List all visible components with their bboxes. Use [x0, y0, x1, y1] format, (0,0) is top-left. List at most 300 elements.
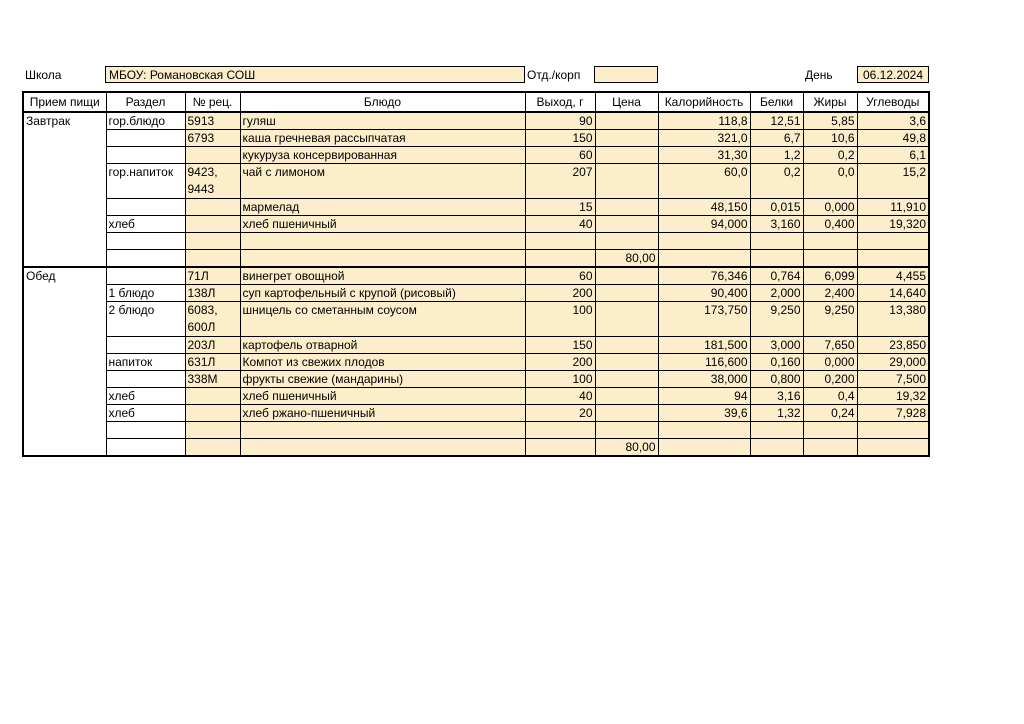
- dish-cell[interactable]: [240, 371, 525, 388]
- dish-cell[interactable]: [240, 250, 525, 268]
- protein-value: 3,16: [777, 389, 801, 403]
- protein-cell[interactable]: [750, 337, 803, 354]
- fat-cell[interactable]: [803, 250, 857, 268]
- dish-cell[interactable]: [240, 112, 525, 130]
- table-row: [23, 267, 929, 285]
- section-value: 2 блюдо: [108, 303, 155, 317]
- yield-value: 200: [572, 355, 593, 369]
- protein-cell[interactable]: [750, 388, 803, 405]
- carbs-cell[interactable]: [857, 405, 929, 422]
- protein-value: 6,7: [783, 131, 801, 145]
- section-cell[interactable]: [106, 371, 185, 388]
- recipe-value: 203Л: [187, 338, 216, 352]
- column-header: Жиры: [803, 92, 857, 112]
- protein-cell[interactable]: [750, 164, 803, 199]
- fat-value: 0,4: [837, 389, 855, 403]
- section-cell[interactable]: [106, 147, 185, 164]
- yield-value: 100: [572, 303, 593, 317]
- carbs-cell[interactable]: [857, 112, 929, 130]
- column-header: Цена: [595, 92, 658, 112]
- recipe-cell[interactable]: [185, 164, 240, 199]
- table-row: [23, 216, 929, 233]
- carbs-cell[interactable]: [857, 354, 929, 371]
- yield-value: 40: [579, 217, 593, 231]
- carbs-cell[interactable]: [857, 147, 929, 164]
- dish-value: винегрет овощной: [242, 269, 345, 283]
- cal-cell[interactable]: [658, 233, 750, 250]
- carbs-value: 11,910: [890, 200, 926, 214]
- table-row: [23, 302, 929, 337]
- protein-value: 3,000: [770, 338, 801, 352]
- recipe-cell[interactable]: [185, 422, 240, 439]
- yield-value: 200: [572, 286, 593, 300]
- recipe-value: 5913: [187, 114, 215, 128]
- carbs-cell[interactable]: [857, 164, 929, 199]
- cal-cell[interactable]: [658, 250, 750, 268]
- fat-cell[interactable]: [803, 233, 857, 250]
- dish-cell[interactable]: [240, 388, 525, 405]
- recipe-cell[interactable]: [185, 250, 240, 268]
- fat-value: 0,0: [837, 165, 855, 179]
- cal-cell[interactable]: [658, 422, 750, 439]
- price-cell[interactable]: [595, 354, 658, 371]
- protein-cell[interactable]: [750, 405, 803, 422]
- yield-cell[interactable]: [525, 250, 595, 268]
- table-row: [23, 164, 929, 199]
- cal-value: 181,500: [704, 338, 748, 352]
- section-value: хлеб: [108, 406, 135, 420]
- fat-value: 0,000: [824, 355, 855, 369]
- dept-field[interactable]: [594, 66, 658, 83]
- section-value: 1 блюдо: [108, 286, 155, 300]
- carbs-value: 49,8: [902, 131, 926, 145]
- yield-cell[interactable]: [525, 112, 595, 130]
- yield-cell[interactable]: [525, 371, 595, 388]
- fat-value: 2,400: [824, 286, 855, 300]
- fat-value: 6,099: [824, 269, 855, 283]
- fat-value: 0,000: [824, 200, 855, 214]
- column-header: Блюдо: [240, 92, 525, 112]
- yield-cell[interactable]: [525, 267, 595, 285]
- yield-cell[interactable]: [525, 164, 595, 199]
- price-cell[interactable]: [595, 250, 658, 268]
- section-cell[interactable]: [106, 216, 185, 233]
- table-row: [23, 439, 929, 457]
- section-cell[interactable]: [106, 405, 185, 422]
- yield-value: 150: [572, 131, 593, 145]
- yield-cell[interactable]: [525, 405, 595, 422]
- cal-cell[interactable]: [658, 199, 750, 216]
- carbs-value: 19,32: [895, 389, 926, 403]
- cal-cell[interactable]: [658, 405, 750, 422]
- yield-cell[interactable]: [525, 285, 595, 302]
- price-cell[interactable]: [595, 302, 658, 337]
- dish-cell[interactable]: [240, 147, 525, 164]
- recipe-cell[interactable]: [185, 267, 240, 285]
- section-cell[interactable]: [106, 302, 185, 337]
- dish-value: каша гречневая рассыпчатая: [242, 131, 406, 145]
- fat-cell[interactable]: [803, 130, 857, 147]
- dish-cell[interactable]: [240, 285, 525, 302]
- carbs-cell[interactable]: [857, 130, 929, 147]
- cal-value: 60,0: [724, 165, 748, 179]
- protein-cell[interactable]: [750, 267, 803, 285]
- column-header: Выход, г: [525, 92, 595, 112]
- dish-value: хлеб ржано-пшеничный: [242, 406, 376, 420]
- section-cell[interactable]: [106, 233, 185, 250]
- recipe-cell[interactable]: [185, 388, 240, 405]
- cal-value: 118,8: [718, 114, 748, 128]
- protein-value: 12,51: [770, 114, 801, 128]
- column-header: Калорийность: [658, 92, 750, 112]
- dish-value: гуляш: [242, 114, 276, 128]
- dish-cell[interactable]: [240, 164, 525, 199]
- fat-cell[interactable]: [803, 164, 857, 199]
- price-cell[interactable]: [595, 285, 658, 302]
- fat-cell[interactable]: [803, 371, 857, 388]
- price-cell[interactable]: [595, 371, 658, 388]
- recipe-cell[interactable]: [185, 147, 240, 164]
- fat-cell[interactable]: [803, 302, 857, 337]
- yield-value: 60: [579, 269, 593, 283]
- recipe-value: 338М: [187, 372, 218, 386]
- cal-cell[interactable]: [658, 164, 750, 199]
- recipe-cell[interactable]: [185, 302, 240, 337]
- section-value: гор.блюдо: [108, 114, 166, 128]
- cal-value: 39,6: [724, 406, 748, 420]
- recipe-cell[interactable]: [185, 112, 240, 130]
- protein-cell[interactable]: [750, 422, 803, 439]
- fat-cell[interactable]: [803, 337, 857, 354]
- cal-value: 321,0: [717, 131, 748, 145]
- cal-cell[interactable]: [658, 130, 750, 147]
- cal-value: 31,30: [717, 148, 748, 162]
- fat-cell[interactable]: [803, 112, 857, 130]
- protein-value: 3,160: [770, 217, 801, 231]
- cal-cell[interactable]: [658, 388, 750, 405]
- cal-value: 94: [734, 389, 748, 403]
- fat-value: 10,6: [831, 131, 855, 145]
- protein-value: 2,000: [770, 286, 801, 300]
- price-cell[interactable]: [595, 130, 658, 147]
- carbs-value: 23,850: [889, 338, 926, 352]
- cal-cell[interactable]: [658, 354, 750, 371]
- dish-cell[interactable]: [240, 422, 525, 439]
- yield-cell[interactable]: [525, 388, 595, 405]
- section-cell[interactable]: [106, 388, 185, 405]
- carbs-cell[interactable]: [857, 388, 929, 405]
- protein-cell[interactable]: [750, 112, 803, 130]
- carbs-value: 14,640: [889, 286, 926, 300]
- price-cell[interactable]: [595, 337, 658, 354]
- header-row: [23, 92, 929, 112]
- column-header: Углеводы: [857, 92, 929, 112]
- dish-cell[interactable]: [240, 337, 525, 354]
- fat-value: 0,400: [824, 217, 855, 231]
- cal-cell[interactable]: [658, 147, 750, 164]
- fat-value: 7,650: [824, 338, 855, 352]
- section-cell[interactable]: [106, 130, 185, 147]
- protein-cell[interactable]: [750, 233, 803, 250]
- carbs-cell[interactable]: [857, 302, 929, 337]
- price-cell[interactable]: [595, 112, 658, 130]
- fat-cell[interactable]: [803, 354, 857, 371]
- carbs-cell[interactable]: [857, 199, 929, 216]
- yield-cell[interactable]: [525, 337, 595, 354]
- section-cell[interactable]: [106, 285, 185, 302]
- section-value: хлеб: [108, 217, 135, 231]
- price-cell[interactable]: [595, 164, 658, 199]
- dish-cell[interactable]: [240, 439, 525, 457]
- section-cell[interactable]: [106, 112, 185, 130]
- protein-cell[interactable]: [750, 199, 803, 216]
- fat-cell[interactable]: [803, 267, 857, 285]
- cal-cell[interactable]: [658, 439, 750, 457]
- carbs-cell[interactable]: [857, 250, 929, 268]
- cal-value: 38,000: [710, 372, 748, 386]
- recipe-cell[interactable]: [185, 130, 240, 147]
- column-header: Белки: [750, 92, 803, 112]
- recipe-cell[interactable]: [185, 371, 240, 388]
- column-header: Раздел: [106, 92, 185, 112]
- meal-cell: Завтрак: [23, 112, 106, 267]
- protein-cell[interactable]: [750, 250, 803, 268]
- dish-value: хлеб пшеничный: [242, 389, 337, 403]
- table-row: [23, 250, 929, 268]
- price-value: 80,00: [625, 251, 656, 265]
- carbs-value: 15,2: [902, 165, 926, 179]
- dish-cell[interactable]: [240, 354, 525, 371]
- yield-cell[interactable]: [525, 422, 595, 439]
- fat-value: 0,2: [837, 148, 855, 162]
- fat-cell[interactable]: [803, 405, 857, 422]
- school-field[interactable]: МБОУ: Романовская СОШ: [105, 66, 525, 83]
- cal-cell[interactable]: [658, 267, 750, 285]
- price-cell[interactable]: [595, 388, 658, 405]
- dish-cell[interactable]: [240, 233, 525, 250]
- price-cell[interactable]: [595, 439, 658, 457]
- table-row: [23, 199, 929, 216]
- fat-cell[interactable]: [803, 199, 857, 216]
- dish-cell[interactable]: [240, 405, 525, 422]
- cal-value: 90,400: [710, 286, 748, 300]
- fat-value: 0,24: [831, 406, 855, 420]
- protein-cell[interactable]: [750, 439, 803, 457]
- recipe-cell[interactable]: [185, 285, 240, 302]
- cal-cell[interactable]: [658, 302, 750, 337]
- dish-value: мармелад: [242, 200, 300, 214]
- price-cell[interactable]: [595, 199, 658, 216]
- section-cell[interactable]: [106, 250, 185, 268]
- protein-cell[interactable]: [750, 371, 803, 388]
- protein-value: 1,2: [783, 148, 801, 162]
- dish-value: картофель отварной: [242, 338, 358, 352]
- fat-cell[interactable]: [803, 285, 857, 302]
- cal-cell[interactable]: [658, 216, 750, 233]
- yield-value: 150: [572, 338, 593, 352]
- day-label: День: [805, 68, 833, 82]
- protein-cell[interactable]: [750, 216, 803, 233]
- protein-cell[interactable]: [750, 147, 803, 164]
- dish-value: кукуруза консервированная: [242, 148, 397, 162]
- carbs-cell[interactable]: [857, 422, 929, 439]
- fat-cell[interactable]: [803, 147, 857, 164]
- recipe-cell[interactable]: [185, 405, 240, 422]
- recipe-cell[interactable]: [185, 233, 240, 250]
- protein-value: 0,764: [770, 269, 801, 283]
- table-row: [23, 354, 929, 371]
- carbs-cell[interactable]: [857, 285, 929, 302]
- carbs-cell[interactable]: [857, 216, 929, 233]
- price-cell[interactable]: [595, 267, 658, 285]
- fat-cell[interactable]: [803, 388, 857, 405]
- column-header: № рец.: [185, 92, 240, 112]
- cal-value: 48,150: [710, 200, 748, 214]
- protein-value: 0,2: [783, 165, 801, 179]
- cal-value: 116,600: [705, 355, 748, 369]
- table-row: [23, 130, 929, 147]
- table-row: [23, 371, 929, 388]
- recipe-value: 6083, 600Л: [187, 303, 218, 334]
- section-cell[interactable]: [106, 422, 185, 439]
- protein-cell[interactable]: [750, 354, 803, 371]
- price-cell[interactable]: [595, 147, 658, 164]
- section-cell[interactable]: [106, 267, 185, 285]
- yield-cell[interactable]: [525, 233, 595, 250]
- recipe-value: 9423, 9443: [187, 165, 218, 196]
- carbs-value: 19,320: [889, 217, 926, 231]
- yield-value: 20: [579, 406, 593, 420]
- yield-cell[interactable]: [525, 216, 595, 233]
- section-value: гор.напиток: [108, 165, 174, 179]
- day-field[interactable]: 06.12.2024: [857, 66, 929, 83]
- meal-cell: Обед: [23, 267, 106, 456]
- carbs-value: 29,000: [889, 355, 926, 369]
- carbs-value: 6,1: [909, 148, 926, 162]
- cal-value: 94,000: [710, 217, 748, 231]
- yield-value: 207: [572, 165, 593, 179]
- price-cell[interactable]: [595, 216, 658, 233]
- table-row: [23, 112, 929, 130]
- yield-value: 15: [579, 200, 593, 214]
- carbs-cell[interactable]: [857, 371, 929, 388]
- price-value: 80,00: [625, 440, 656, 454]
- protein-value: 9,250: [770, 303, 801, 317]
- price-cell[interactable]: [595, 233, 658, 250]
- yield-value: 100: [572, 372, 593, 386]
- section-cell[interactable]: [106, 337, 185, 354]
- dish-cell[interactable]: [240, 199, 525, 216]
- school-label: Школа: [25, 68, 62, 82]
- fat-value: 0,200: [824, 372, 855, 386]
- cal-cell[interactable]: [658, 112, 750, 130]
- section-value: напиток: [108, 355, 153, 369]
- yield-cell[interactable]: [525, 439, 595, 457]
- protein-value: 0,160: [770, 355, 801, 369]
- yield-cell[interactable]: [525, 302, 595, 337]
- dish-cell[interactable]: [240, 302, 525, 337]
- yield-cell[interactable]: [525, 199, 595, 216]
- fat-cell[interactable]: [803, 422, 857, 439]
- recipe-cell[interactable]: [185, 337, 240, 354]
- dish-value: Компот из свежих плодов: [242, 355, 385, 369]
- recipe-value: 6793: [187, 131, 215, 145]
- price-cell[interactable]: [595, 405, 658, 422]
- recipe-value: 71Л: [187, 269, 209, 283]
- carbs-value: 4,455: [895, 269, 926, 283]
- table-row: [23, 285, 929, 302]
- dish-value: хлеб пшеничный: [242, 217, 337, 231]
- recipe-value: 138Л: [187, 286, 216, 300]
- protein-value: 0,800: [770, 372, 801, 386]
- table-row: [23, 233, 929, 250]
- dish-cell[interactable]: [240, 130, 525, 147]
- table-row: [23, 147, 929, 164]
- menu-table: [22, 91, 930, 457]
- dish-value: суп картофельный с крупой (рисовый): [242, 286, 456, 300]
- section-cell[interactable]: [106, 199, 185, 216]
- carbs-cell[interactable]: [857, 233, 929, 250]
- yield-cell[interactable]: [525, 147, 595, 164]
- fat-value: 9,250: [824, 303, 855, 317]
- carbs-cell[interactable]: [857, 337, 929, 354]
- cal-cell[interactable]: [658, 337, 750, 354]
- protein-value: 0,015: [770, 200, 801, 214]
- protein-cell[interactable]: [750, 285, 803, 302]
- carbs-value: 7,928: [895, 406, 926, 420]
- dish-value: шницель со сметанным соусом: [242, 303, 417, 317]
- fat-value: 5,85: [831, 114, 855, 128]
- price-cell[interactable]: [595, 422, 658, 439]
- cal-value: 173,750: [704, 303, 748, 317]
- yield-value: 60: [579, 148, 593, 162]
- yield-cell[interactable]: [525, 354, 595, 371]
- carbs-value: 7,500: [895, 372, 926, 386]
- carbs-cell[interactable]: [857, 267, 929, 285]
- dish-cell[interactable]: [240, 216, 525, 233]
- carbs-value: 13,380: [889, 303, 926, 317]
- cal-cell[interactable]: [658, 371, 750, 388]
- yield-cell[interactable]: [525, 130, 595, 147]
- dish-cell[interactable]: [240, 267, 525, 285]
- recipe-cell[interactable]: [185, 439, 240, 457]
- cal-value: 76,346: [710, 269, 748, 283]
- table-row: [23, 405, 929, 422]
- protein-cell[interactable]: [750, 302, 803, 337]
- table-row: [23, 422, 929, 439]
- protein-value: 1,32: [777, 406, 801, 420]
- section-cell[interactable]: [106, 354, 185, 371]
- recipe-value: 631Л: [187, 355, 216, 369]
- dish-value: чай с лимоном: [242, 165, 325, 179]
- recipe-cell[interactable]: [185, 199, 240, 216]
- protein-cell[interactable]: [750, 130, 803, 147]
- table-row: [23, 388, 929, 405]
- yield-value: 90: [579, 114, 593, 128]
- table-row: [23, 337, 929, 354]
- fat-cell[interactable]: [803, 216, 857, 233]
- section-cell[interactable]: [106, 164, 185, 199]
- carbs-value: 3,6: [909, 114, 926, 128]
- fat-cell[interactable]: [803, 439, 857, 457]
- carbs-cell[interactable]: [857, 439, 929, 457]
- column-header: Прием пищи: [23, 92, 106, 112]
- dept-label: Отд./корп: [527, 68, 581, 82]
- section-cell[interactable]: [106, 439, 185, 457]
- recipe-cell[interactable]: [185, 354, 240, 371]
- cal-cell[interactable]: [658, 285, 750, 302]
- recipe-cell[interactable]: [185, 216, 240, 233]
